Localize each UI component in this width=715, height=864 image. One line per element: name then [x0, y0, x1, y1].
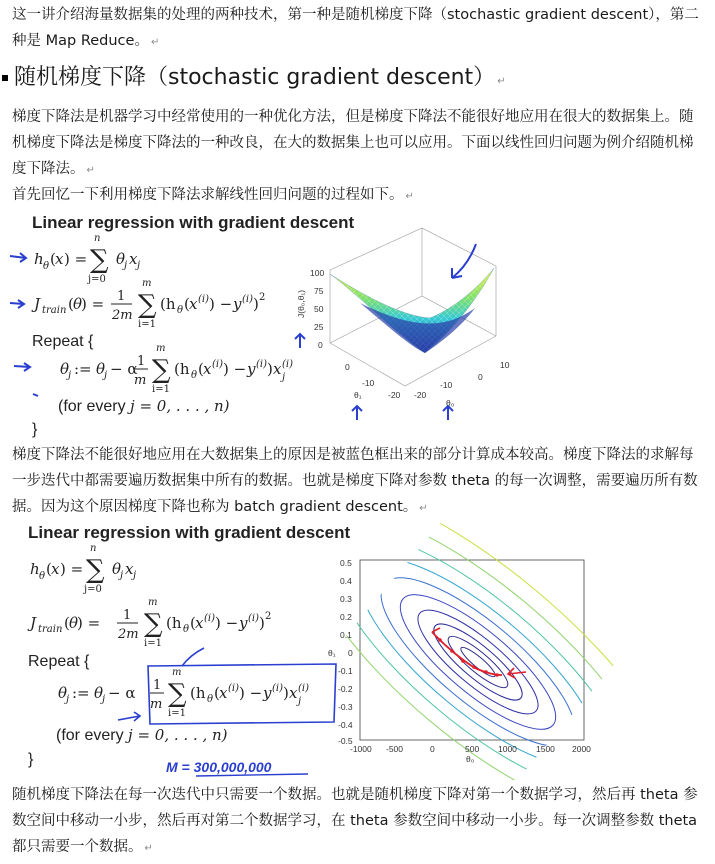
svg-text:∑: ∑: [144, 609, 163, 639]
z-tick: 50: [314, 304, 324, 314]
paragraph-batch-text: 梯度下降法不能很好地应用在大数据集上的原因是被蓝色框出来的部分计算成本较高。梯度下降法的求解每一步迭代中都需要遍历数据集中所有的数据。也就是梯度下降对参数 theta 的每一次调整，需要遍历所有数据。因为这个原因梯度下降也称为 batch gradient descent。: [12, 447, 698, 515]
svg-text:): ): [259, 614, 265, 632]
svg-text:i=1: i=1: [144, 638, 162, 649]
cost-formula-2: [27, 597, 271, 649]
svg-text:(i): (i): [282, 359, 294, 370]
svg-text:x: x: [195, 614, 204, 632]
y-tick: 0.1: [340, 630, 352, 640]
svg-text:j: j: [282, 372, 286, 383]
theta0-tick: 0: [478, 372, 483, 382]
svg-text:1: 1: [153, 678, 162, 693]
z-axis-label: J(θ₀,θ₁): [296, 289, 306, 318]
svg-text:h: h: [30, 560, 40, 578]
theta1-tick: 0: [345, 362, 350, 372]
x-tick: 1500: [536, 744, 555, 754]
svg-text:∑: ∑: [168, 679, 187, 709]
close-brace-2: }: [28, 751, 34, 768]
svg-text:y: y: [233, 295, 242, 313]
paragraph-mark-icon: ↵: [144, 843, 153, 854]
svg-text:m: m: [150, 697, 163, 712]
svg-text:J: J: [30, 614, 37, 632]
svg-text:(i): (i): [198, 294, 210, 305]
for-every-label-2: (for every j = 0, . . . , n): [56, 726, 228, 744]
paragraph-sgd-intro: [12, 104, 704, 184]
svg-text:j: j: [120, 570, 124, 581]
svg-text:θ: θ: [96, 360, 106, 378]
x-axis-label: θ₀: [466, 754, 475, 764]
svg-text:θ: θ: [112, 560, 122, 578]
svg-text:(: (: [68, 295, 74, 313]
paragraph-mark-icon: ↵: [405, 191, 414, 202]
svg-text:θ: θ: [183, 624, 190, 635]
section-heading-text: 随机梯度下降（stochastic gradient descent）: [14, 65, 496, 90]
svg-text:) =: ) =: [81, 295, 105, 313]
svg-text:x: x: [129, 250, 138, 268]
svg-text:) −: ) −: [215, 614, 239, 632]
x-tick: 1000: [498, 744, 517, 754]
hypothesis-formula-2: [30, 543, 136, 595]
z-tick: 100: [310, 268, 325, 278]
figure2-title: Linear regression with gradient descent: [28, 523, 351, 542]
svg-text:θ: θ: [94, 684, 104, 702]
svg-text:i=1: i=1: [168, 708, 186, 719]
svg-text:j: j: [68, 370, 72, 381]
svg-text:j=0: j=0: [84, 584, 102, 595]
svg-text:train: train: [42, 305, 67, 316]
bullet-icon: [2, 75, 8, 81]
svg-text:θ: θ: [177, 305, 184, 316]
svg-text:) −: ) −: [223, 360, 247, 378]
svg-text:n: n: [94, 233, 101, 244]
svg-text:(: (: [198, 360, 204, 378]
svg-text:1: 1: [123, 608, 132, 623]
svg-text:(i): (i): [204, 613, 216, 624]
svg-text:θ: θ: [73, 295, 83, 313]
svg-text:∑: ∑: [138, 290, 157, 320]
y-tick: 0.4: [340, 576, 352, 586]
cost-formula: [31, 278, 265, 330]
theta1-axis-label: θ₁: [354, 390, 362, 400]
z-tick: 25: [314, 322, 324, 332]
svg-text:j=0: j=0: [88, 274, 106, 285]
paragraph-mark-icon: ↵: [497, 76, 506, 87]
svg-text:i=1: i=1: [152, 384, 170, 395]
paragraph-recall-text: 首先回忆一下利用梯度下降法求解线性回归问题的过程如下。: [12, 187, 404, 203]
intro-text: 这一讲介绍海量数据集的处理的两种技术，第一种是随机梯度下降（stochastic gradient descent），第二种是 Map Reduce。: [12, 7, 699, 49]
theta0-tick: -10: [440, 380, 453, 390]
svg-text:(: (: [64, 614, 70, 632]
svg-text:y: y: [263, 684, 272, 702]
svg-text:∑: ∑: [86, 555, 105, 585]
svg-text:θ: θ: [43, 261, 50, 272]
svg-text:1: 1: [137, 354, 146, 369]
figure-gradient-descent-contour: [0, 520, 715, 780]
svg-text:θ: θ: [69, 614, 79, 632]
svg-text:m: m: [156, 343, 166, 354]
svg-text:): ): [267, 360, 273, 378]
theta0-tick: -20: [414, 390, 427, 400]
x-tick: 500: [465, 744, 480, 754]
svg-text:θ: θ: [191, 370, 198, 381]
svg-text:θ: θ: [116, 250, 126, 268]
y-tick: -0.5: [338, 736, 353, 746]
paragraph-sgd-step-text: 随机梯度下降法在每一次迭代中只需要一个数据。也就是随机梯度下降对第一个数据学习，然后再 theta 参数空间中移动一小步，然后再对第二个数据学习，在 theta 参数空间中移动一小步。每一次调整参数 theta 都只需要一个数据。: [12, 787, 698, 855]
figure1-title: Linear regression with gradient descent: [32, 213, 355, 232]
svg-text:j: j: [124, 260, 128, 271]
svg-text:x: x: [55, 250, 64, 268]
svg-text:θ: θ: [39, 571, 46, 582]
paragraph-sgd-step: [12, 782, 704, 862]
svg-text:x: x: [203, 360, 212, 378]
paragraph-recall: [12, 182, 704, 210]
theta0-tick: 10: [500, 360, 510, 370]
svg-text:∑: ∑: [90, 245, 109, 275]
svg-text:(: (: [214, 684, 220, 702]
svg-text:x: x: [189, 295, 198, 313]
annotation-arrows: [10, 253, 38, 396]
svg-text:2: 2: [265, 611, 272, 622]
y-tick: -0.1: [338, 666, 353, 676]
svg-text:(i): (i): [242, 294, 254, 305]
svg-text:) −: ) −: [209, 295, 233, 313]
svg-text:(: (: [184, 295, 190, 313]
y-tick: 0: [348, 648, 353, 658]
svg-text:(i): (i): [298, 683, 310, 694]
svg-text:m: m: [134, 373, 147, 388]
svg-text:j: j: [137, 260, 141, 271]
svg-text::=: :=: [72, 684, 90, 702]
intro-paragraph: [12, 2, 704, 56]
y-tick: 0.5: [340, 558, 352, 568]
svg-text:(h: (h: [166, 614, 182, 632]
svg-text:x: x: [273, 360, 282, 378]
y-axis-label: θ₁: [328, 648, 336, 658]
svg-text:(h: (h: [174, 360, 190, 378]
svg-text:n: n: [90, 543, 97, 554]
paragraph-batch: [12, 442, 704, 522]
z-tick: 75: [314, 286, 324, 296]
svg-text:x: x: [51, 560, 60, 578]
svg-text:j: j: [102, 694, 106, 705]
x-tick: 0: [430, 744, 435, 754]
svg-text:∑: ∑: [152, 355, 171, 385]
svg-text:(i): (i): [272, 683, 284, 694]
svg-text:2: 2: [259, 292, 266, 303]
svg-text:x: x: [219, 684, 228, 702]
svg-text:m: m: [142, 278, 152, 289]
svg-text:i=1: i=1: [138, 319, 156, 330]
svg-text:(: (: [190, 614, 196, 632]
svg-text:− α: − α: [110, 360, 138, 378]
svg-text:) −: ) −: [239, 684, 263, 702]
z-tick: 0: [318, 340, 323, 350]
svg-text:) =: ) =: [64, 250, 88, 268]
svg-text:m: m: [172, 667, 182, 678]
surface-plot: [295, 228, 510, 420]
paragraph-mark-icon: ↵: [86, 165, 95, 176]
svg-text:(: (: [50, 250, 56, 268]
svg-text:2m: 2m: [118, 627, 139, 642]
svg-text:j: j: [133, 570, 137, 581]
svg-text:− α: − α: [108, 684, 136, 702]
paragraph-mark-icon: ↵: [150, 37, 160, 48]
x-tick: -500: [386, 744, 404, 754]
svg-text:θ: θ: [58, 684, 68, 702]
handwritten-m-annotation: M = 300,000,000: [166, 759, 272, 775]
svg-text::=: :=: [74, 360, 92, 378]
for-every-label: (for every j = 0, . . . , n): [58, 397, 230, 415]
theta1-tick: -20: [388, 390, 401, 400]
svg-text:(h: (h: [160, 295, 176, 313]
svg-text:): ): [253, 295, 259, 313]
x-tick: 2000: [572, 744, 591, 754]
svg-text:J: J: [34, 295, 41, 313]
y-tick: 0.2: [340, 612, 352, 622]
x-tick: -1000: [350, 744, 372, 754]
theta1-tick: -10: [362, 378, 375, 388]
svg-text:(i): (i): [212, 359, 224, 370]
svg-text:train: train: [38, 624, 63, 635]
hypothesis-formula: [34, 233, 140, 285]
svg-text:h: h: [34, 250, 44, 268]
paragraph-sgd-intro-text: 梯度下降法是机器学习中经常使用的一种优化方法，但是梯度下降法不能很好地应用在很大的数据集上。随机梯度下降法是梯度下降法的一种改良，在大的数据集上也可以应用。下面以线性回归问题为例介绍随机梯度下降法。: [12, 109, 694, 177]
svg-text:2m: 2m: [112, 308, 133, 323]
svg-text:m: m: [148, 597, 158, 608]
svg-text:y: y: [247, 360, 256, 378]
close-brace: }: [32, 421, 38, 438]
figure-gradient-descent-surface: [0, 208, 715, 440]
y-tick: -0.2: [338, 684, 353, 694]
svg-text:(h: (h: [190, 684, 206, 702]
svg-text:x: x: [125, 560, 134, 578]
svg-text:(: (: [46, 560, 52, 578]
update-rule: [60, 343, 293, 395]
section-heading: [2, 60, 712, 100]
theta0-axis-label: θ₀: [446, 398, 455, 408]
y-tick: 0.3: [340, 594, 352, 604]
update-rule-2: [58, 648, 336, 724]
svg-text:(i): (i): [256, 359, 268, 370]
paragraph-mark-icon: ↵: [419, 503, 428, 514]
svg-text:1: 1: [117, 289, 126, 304]
svg-text:) =: ) =: [60, 560, 84, 578]
contour-plot: [220, 520, 715, 780]
svg-text:): ): [283, 684, 289, 702]
svg-text:x: x: [289, 684, 298, 702]
svg-text:j: j: [66, 694, 70, 705]
svg-text:θ: θ: [207, 694, 214, 705]
repeat-label: Repeat {: [32, 333, 94, 350]
svg-text:j: j: [104, 370, 108, 381]
y-tick: -0.4: [338, 720, 353, 730]
svg-text:(i): (i): [228, 683, 240, 694]
y-tick: -0.3: [338, 702, 353, 712]
svg-text:(i): (i): [248, 613, 260, 624]
svg-text:j: j: [298, 696, 302, 707]
repeat-label-2: Repeat {: [28, 653, 90, 670]
svg-text:) =: ) =: [77, 614, 101, 632]
svg-text:y: y: [239, 614, 248, 632]
svg-text:θ: θ: [60, 360, 70, 378]
